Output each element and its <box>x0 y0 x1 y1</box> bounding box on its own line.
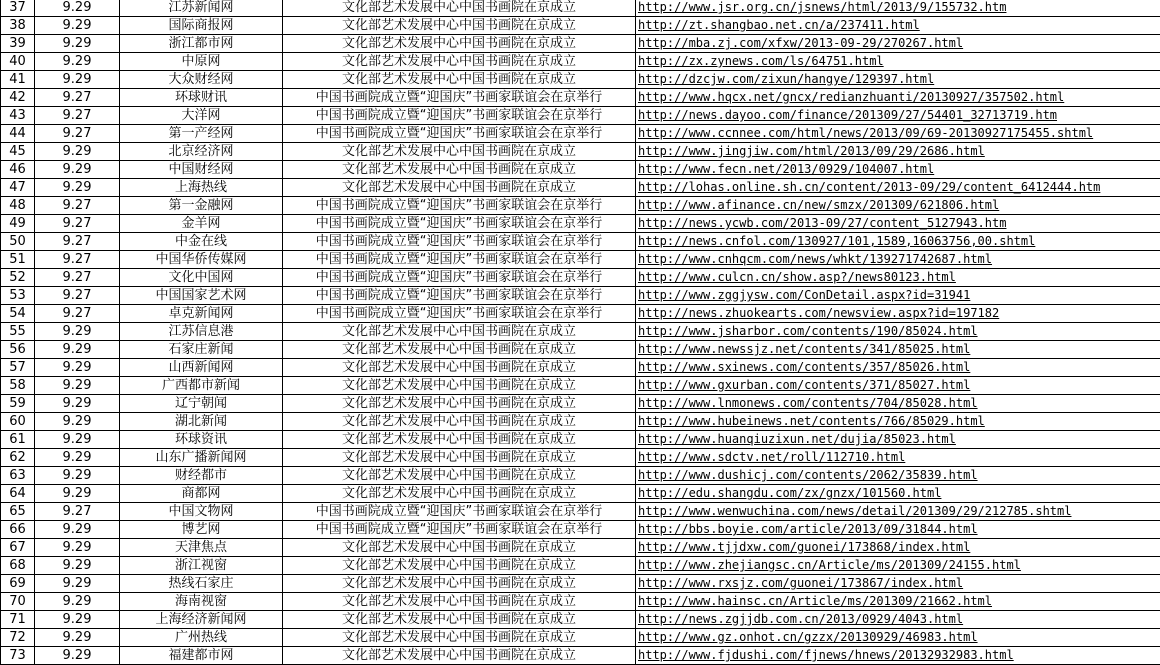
table-row <box>1 449 1160 467</box>
row-number-cell: 72 <box>1 629 35 647</box>
url-cell <box>636 359 1160 377</box>
url-cell <box>636 89 1160 107</box>
article-link[interactable]: http://www.cnhqcm.com/news/whkt/139271742687.html <box>638 252 992 266</box>
url-cell <box>636 197 1160 215</box>
row-number-cell: 44 <box>1 125 35 143</box>
site-name-cell: 中国国家艺术网 <box>120 287 283 305</box>
article-link[interactable]: http://www.ccnnee.com/html/news/2013/09/69-20130927175455.shtml <box>638 126 1093 140</box>
site-name-cell: 北京经济网 <box>120 143 283 161</box>
table-row <box>1 539 1160 557</box>
row-number-cell: 67 <box>1 539 35 557</box>
row-number-cell: 38 <box>1 17 35 35</box>
url-cell <box>636 575 1160 593</box>
site-name-cell: 上海经济新闻网 <box>120 611 283 629</box>
table-row <box>1 179 1160 197</box>
article-link[interactable]: http://www.fjdushi.com/fjnews/hnews/20132932983.html <box>638 648 1014 662</box>
article-link[interactable]: http://mba.zj.com/xfxw/2013-09-29/270267.html <box>638 36 963 50</box>
article-title-cell: 文化部艺术发展中心中国书画院在京成立 <box>283 629 636 647</box>
date-cell: 9.29 <box>35 323 120 341</box>
date-cell: 9.29 <box>35 413 120 431</box>
article-link[interactable]: http://www.gxurban.com/contents/371/85027.html <box>638 378 970 392</box>
row-number-cell: 43 <box>1 107 35 125</box>
date-cell: 9.29 <box>35 449 120 467</box>
article-link[interactable]: http://www.jsr.org.cn/jsnews/html/2013/9/155732.htm <box>638 0 1006 14</box>
site-name-cell: 博艺网 <box>120 521 283 539</box>
article-title-cell: 中国书画院成立暨“迎国庆”书画家联谊会在京举行 <box>283 287 636 305</box>
date-cell: 9.29 <box>35 143 120 161</box>
date-cell: 9.29 <box>35 521 120 539</box>
site-name-cell: 中原网 <box>120 53 283 71</box>
article-title-cell: 文化部艺术发展中心中国书画院在京成立 <box>283 539 636 557</box>
article-link[interactable]: http://bbs.boyie.com/article/2013/09/31844.html <box>638 522 978 536</box>
row-number-cell: 51 <box>1 251 35 269</box>
article-title-cell: 中国书画院成立暨“迎国庆”书画家联谊会在京举行 <box>283 215 636 233</box>
row-number-cell: 49 <box>1 215 35 233</box>
date-cell: 9.29 <box>35 539 120 557</box>
site-name-cell: 辽宁朝闻 <box>120 395 283 413</box>
url-cell <box>636 269 1160 287</box>
article-title-cell: 中国书画院成立暨“迎国庆”书画家联谊会在京举行 <box>283 305 636 323</box>
table-row <box>1 611 1160 629</box>
row-number-cell: 45 <box>1 143 35 161</box>
table-row <box>1 35 1160 53</box>
site-name-cell: 金羊网 <box>120 215 283 233</box>
site-name-cell: 中国文物网 <box>120 503 283 521</box>
date-cell: 9.29 <box>35 179 120 197</box>
url-cell <box>636 125 1160 143</box>
article-title-cell: 中国书画院成立暨“迎国庆”书画家联谊会在京举行 <box>283 89 636 107</box>
article-title-cell: 文化部艺术发展中心中国书画院在京成立 <box>283 359 636 377</box>
article-title-cell: 文化部艺术发展中心中国书画院在京成立 <box>283 35 636 53</box>
table-row <box>1 647 1160 665</box>
url-cell <box>636 0 1160 17</box>
site-name-cell: 中国财经网 <box>120 161 283 179</box>
site-name-cell: 浙江视窗 <box>120 557 283 575</box>
row-number-cell: 69 <box>1 575 35 593</box>
site-name-cell: 第一金融网 <box>120 197 283 215</box>
site-name-cell: 中国华侨传媒网 <box>120 251 283 269</box>
site-name-cell: 大洋网 <box>120 107 283 125</box>
row-number-cell: 64 <box>1 485 35 503</box>
site-name-cell: 江苏新闻网 <box>120 0 283 17</box>
date-cell: 9.27 <box>35 287 120 305</box>
date-cell: 9.27 <box>35 107 120 125</box>
article-title-cell: 文化部艺术发展中心中国书画院在京成立 <box>283 575 636 593</box>
url-cell <box>636 233 1160 251</box>
article-title-cell: 文化部艺术发展中心中国书画院在京成立 <box>283 395 636 413</box>
url-cell <box>636 395 1160 413</box>
table-row <box>1 503 1160 521</box>
url-cell <box>636 467 1160 485</box>
article-link[interactable]: http://edu.shangdu.com/zx/gnzx/101560.html <box>638 486 941 500</box>
table-row <box>1 359 1160 377</box>
row-number-cell: 55 <box>1 323 35 341</box>
url-cell <box>636 503 1160 521</box>
row-number-cell: 48 <box>1 197 35 215</box>
url-cell <box>636 161 1160 179</box>
article-title-cell: 文化部艺术发展中心中国书画院在京成立 <box>283 647 636 665</box>
table-row <box>1 467 1160 485</box>
url-cell <box>636 53 1160 71</box>
url-cell <box>636 251 1160 269</box>
article-link[interactable]: http://news.cnfol.com/130927/101,1589,16063756,00.shtml <box>638 234 1035 248</box>
article-link[interactable]: http://www.zggjysw.com/ConDetail.aspx?id=31941 <box>638 288 970 302</box>
date-cell: 9.29 <box>35 485 120 503</box>
article-link[interactable]: http://www.hainsc.cn/Article/ms/201309/21662.html <box>638 594 992 608</box>
table-row <box>1 17 1160 35</box>
date-cell: 9.29 <box>35 395 120 413</box>
row-number-cell: 37 <box>1 0 35 17</box>
date-cell: 9.29 <box>35 575 120 593</box>
row-number-cell: 40 <box>1 53 35 71</box>
url-cell <box>636 485 1160 503</box>
table-row <box>1 197 1160 215</box>
table-row <box>1 395 1160 413</box>
date-cell: 9.29 <box>35 359 120 377</box>
date-cell: 9.29 <box>35 35 120 53</box>
table-row <box>1 125 1160 143</box>
article-link[interactable]: http://lohas.online.sh.cn/content/2013-09/29/content_6412444.htm <box>638 180 1100 194</box>
date-cell: 9.27 <box>35 233 120 251</box>
url-cell <box>636 521 1160 539</box>
article-title-cell: 中国书画院成立暨“迎国庆”书画家联谊会在京举行 <box>283 251 636 269</box>
article-title-cell: 文化部艺术发展中心中国书画院在京成立 <box>283 341 636 359</box>
article-link[interactable]: http://www.sdctv.net/roll/112710.html <box>638 450 905 464</box>
article-title-cell: 文化部艺术发展中心中国书画院在京成立 <box>283 53 636 71</box>
article-link[interactable]: http://www.afinance.cn/new/smzx/201309/621806.html <box>638 198 999 212</box>
site-name-cell: 第一产经网 <box>120 125 283 143</box>
url-cell <box>636 647 1160 665</box>
date-cell: 9.27 <box>35 503 120 521</box>
site-name-cell: 卓克新闻网 <box>120 305 283 323</box>
row-number-cell: 58 <box>1 377 35 395</box>
table-row <box>1 287 1160 305</box>
site-name-cell: 中金在线 <box>120 233 283 251</box>
site-name-cell: 山西新闻网 <box>120 359 283 377</box>
date-cell: 9.29 <box>35 161 120 179</box>
table-row <box>1 485 1160 503</box>
row-number-cell: 66 <box>1 521 35 539</box>
article-title-cell: 文化部艺术发展中心中国书画院在京成立 <box>283 467 636 485</box>
date-cell: 9.29 <box>35 611 120 629</box>
url-cell <box>636 35 1160 53</box>
site-name-cell: 国际商报网 <box>120 17 283 35</box>
row-number-cell: 65 <box>1 503 35 521</box>
site-name-cell: 上海热线 <box>120 179 283 197</box>
url-cell <box>636 593 1160 611</box>
row-number-cell: 60 <box>1 413 35 431</box>
article-link[interactable]: http://www.hubeinews.net/contents/766/85029.html <box>638 414 985 428</box>
article-link[interactable]: http://zx.zynews.com/ls/64751.html <box>638 54 884 68</box>
article-title-cell: 文化部艺术发展中心中国书画院在京成立 <box>283 449 636 467</box>
article-link[interactable]: http://www.culcn.cn/show.asp?/news80123.html <box>638 270 956 284</box>
table-row <box>1 413 1160 431</box>
article-link[interactable]: http://www.sxinews.com/contents/357/85026.html <box>638 360 970 374</box>
table-row <box>1 143 1160 161</box>
article-link[interactable]: http://zt.shangbao.net.cn/a/237411.html <box>638 18 920 32</box>
article-title-cell: 文化部艺术发展中心中国书画院在京成立 <box>283 413 636 431</box>
url-cell <box>636 179 1160 197</box>
date-cell: 9.29 <box>35 467 120 485</box>
date-cell: 9.29 <box>35 431 120 449</box>
date-cell: 9.27 <box>35 89 120 107</box>
article-title-cell: 中国书画院成立暨“迎国庆”书画家联谊会在京举行 <box>283 503 636 521</box>
row-number-cell: 68 <box>1 557 35 575</box>
table-row <box>1 629 1160 647</box>
article-link[interactable]: http://news.zgjjdb.com.cn/2013/0929/4043.html <box>638 612 963 626</box>
row-number-cell: 54 <box>1 305 35 323</box>
article-title-cell: 文化部艺术发展中心中国书画院在京成立 <box>283 377 636 395</box>
url-cell <box>636 539 1160 557</box>
date-cell: 9.27 <box>35 251 120 269</box>
article-title-cell: 文化部艺术发展中心中国书画院在京成立 <box>283 593 636 611</box>
row-number-cell: 56 <box>1 341 35 359</box>
article-title-cell: 文化部艺术发展中心中国书画院在京成立 <box>283 71 636 89</box>
row-number-cell: 70 <box>1 593 35 611</box>
date-cell: 9.29 <box>35 53 120 71</box>
article-title-cell: 文化部艺术发展中心中国书画院在京成立 <box>283 0 636 17</box>
row-number-cell: 42 <box>1 89 35 107</box>
url-cell <box>636 449 1160 467</box>
site-name-cell: 江苏信息港 <box>120 323 283 341</box>
site-name-cell: 浙江都市网 <box>120 35 283 53</box>
article-link[interactable]: http://www.zhejiangsc.cn/Article/ms/201309/24155.html <box>638 558 1021 572</box>
article-link[interactable]: http://www.jsharbor.com/contents/190/85024.html <box>638 324 978 338</box>
article-link[interactable]: http://www.newssjz.net/contents/341/85025.html <box>638 342 970 356</box>
row-number-cell: 41 <box>1 71 35 89</box>
date-cell: 9.29 <box>35 647 120 665</box>
site-name-cell: 环球财讯 <box>120 89 283 107</box>
table-row <box>1 431 1160 449</box>
article-link[interactable]: http://www.wenwuchina.com/news/detail/201309/29/212785.shtml <box>638 504 1071 518</box>
row-number-cell: 73 <box>1 647 35 665</box>
article-link[interactable]: http://dzcjw.com/zixun/hangye/129397.html <box>638 72 934 86</box>
site-name-cell: 福建都市网 <box>120 647 283 665</box>
article-link[interactable]: http://news.zhuokearts.com/newsview.aspx?id=197182 <box>638 306 999 320</box>
site-name-cell: 石家庄新闻 <box>120 341 283 359</box>
row-number-cell: 57 <box>1 359 35 377</box>
article-title-cell: 中国书画院成立暨“迎国庆”书画家联谊会在京举行 <box>283 125 636 143</box>
date-cell: 9.27 <box>35 125 120 143</box>
article-title-cell: 中国书画院成立暨“迎国庆”书画家联谊会在京举行 <box>283 197 636 215</box>
article-title-cell: 文化部艺术发展中心中国书画院在京成立 <box>283 179 636 197</box>
date-cell: 9.29 <box>35 71 120 89</box>
article-title-cell: 文化部艺术发展中心中国书画院在京成立 <box>283 431 636 449</box>
article-link[interactable]: http://www.lnmonews.com/contents/704/85028.html <box>638 396 978 410</box>
date-cell: 9.29 <box>35 17 120 35</box>
article-link[interactable]: http://news.dayoo.com/finance/201309/27/54401_32713719.htm <box>638 108 1057 122</box>
table-row <box>1 377 1160 395</box>
table-row <box>1 161 1160 179</box>
url-cell <box>636 557 1160 575</box>
article-title-cell: 文化部艺术发展中心中国书画院在京成立 <box>283 161 636 179</box>
url-cell <box>636 107 1160 125</box>
article-title-cell: 文化部艺术发展中心中国书画院在京成立 <box>283 611 636 629</box>
date-cell: 9.27 <box>35 197 120 215</box>
url-cell <box>636 629 1160 647</box>
article-title-cell: 中国书画院成立暨“迎国庆”书画家联谊会在京举行 <box>283 521 636 539</box>
row-number-cell: 63 <box>1 467 35 485</box>
article-title-cell: 中国书画院成立暨“迎国庆”书画家联谊会在京举行 <box>283 269 636 287</box>
table-row <box>1 233 1160 251</box>
article-title-cell: 文化部艺术发展中心中国书画院在京成立 <box>283 485 636 503</box>
row-number-cell: 47 <box>1 179 35 197</box>
article-link[interactable]: http://www.jingjiw.com/html/2013/09/29/2686.html <box>638 144 985 158</box>
row-number-cell: 46 <box>1 161 35 179</box>
url-cell <box>636 611 1160 629</box>
row-number-cell: 50 <box>1 233 35 251</box>
url-cell <box>636 143 1160 161</box>
date-cell: 9.29 <box>35 629 120 647</box>
article-link[interactable]: http://www.tjjdxw.com/guonei/173868/index.html <box>638 540 970 554</box>
table-body <box>1 0 1160 665</box>
table-row <box>1 71 1160 89</box>
article-link[interactable]: http://www.huanqiuzixun.net/dujia/85023.html <box>638 432 956 446</box>
site-name-cell: 山东广播新闻网 <box>120 449 283 467</box>
table-row <box>1 341 1160 359</box>
row-number-cell: 52 <box>1 269 35 287</box>
date-cell: 9.29 <box>35 593 120 611</box>
row-number-cell: 53 <box>1 287 35 305</box>
table-row <box>1 593 1160 611</box>
site-name-cell: 湖北新闻 <box>120 413 283 431</box>
url-cell <box>636 377 1160 395</box>
date-cell: 9.29 <box>35 557 120 575</box>
row-number-cell: 62 <box>1 449 35 467</box>
url-cell <box>636 413 1160 431</box>
article-title-cell: 文化部艺术发展中心中国书画院在京成立 <box>283 143 636 161</box>
table-row <box>1 269 1160 287</box>
article-title-cell: 文化部艺术发展中心中国书画院在京成立 <box>283 323 636 341</box>
article-title-cell: 文化部艺术发展中心中国书画院在京成立 <box>283 557 636 575</box>
table-row <box>1 557 1160 575</box>
site-name-cell: 热线石家庄 <box>120 575 283 593</box>
article-link[interactable]: http://www.gz.onhot.cn/gzzx/20130929/46983.html <box>638 630 978 644</box>
site-name-cell: 海南视窗 <box>120 593 283 611</box>
site-name-cell: 文化中国网 <box>120 269 283 287</box>
url-cell <box>636 341 1160 359</box>
date-cell: 9.29 <box>35 0 120 17</box>
site-name-cell: 天津焦点 <box>120 539 283 557</box>
site-name-cell: 环球资讯 <box>120 431 283 449</box>
url-cell <box>636 431 1160 449</box>
table-row <box>1 575 1160 593</box>
url-cell <box>636 305 1160 323</box>
row-number-cell: 71 <box>1 611 35 629</box>
url-cell <box>636 215 1160 233</box>
table-row <box>1 89 1160 107</box>
url-cell <box>636 323 1160 341</box>
row-number-cell: 59 <box>1 395 35 413</box>
table-row <box>1 323 1160 341</box>
site-name-cell: 商都网 <box>120 485 283 503</box>
date-cell: 9.27 <box>35 305 120 323</box>
url-cell <box>636 287 1160 305</box>
date-cell: 9.27 <box>35 269 120 287</box>
site-name-cell: 广西都市新闻 <box>120 377 283 395</box>
table-row <box>1 53 1160 71</box>
article-title-cell: 中国书画院成立暨“迎国庆”书画家联谊会在京举行 <box>283 233 636 251</box>
url-cell <box>636 71 1160 89</box>
row-number-cell: 39 <box>1 35 35 53</box>
url-cell <box>636 17 1160 35</box>
table-row <box>1 107 1160 125</box>
table-row <box>1 0 1160 17</box>
table-row <box>1 521 1160 539</box>
site-name-cell: 财经都市 <box>120 467 283 485</box>
article-link[interactable]: http://www.dushicj.com/contents/2062/35839.html <box>638 468 978 482</box>
article-link[interactable]: http://www.hqcx.net/gncx/redianzhuanti/20130927/357502.html <box>638 90 1064 104</box>
site-name-cell: 大众财经网 <box>120 71 283 89</box>
site-name-cell: 广州热线 <box>120 629 283 647</box>
table-row <box>1 215 1160 233</box>
row-number-cell: 61 <box>1 431 35 449</box>
article-link[interactable]: http://www.rxsjz.com/guonei/173867/index.html <box>638 576 963 590</box>
date-cell: 9.29 <box>35 341 120 359</box>
date-cell: 9.29 <box>35 377 120 395</box>
article-title-cell: 文化部艺术发展中心中国书画院在京成立 <box>283 17 636 35</box>
article-title-cell: 中国书画院成立暨“迎国庆”书画家联谊会在京举行 <box>283 107 636 125</box>
table-row <box>1 251 1160 269</box>
table-row <box>1 305 1160 323</box>
date-cell: 9.27 <box>35 215 120 233</box>
article-link[interactable]: http://news.ycwb.com/2013-09/27/content_5127943.htm <box>638 216 1006 230</box>
article-link[interactable]: http://www.fecn.net/2013/0929/104007.html <box>638 162 934 176</box>
